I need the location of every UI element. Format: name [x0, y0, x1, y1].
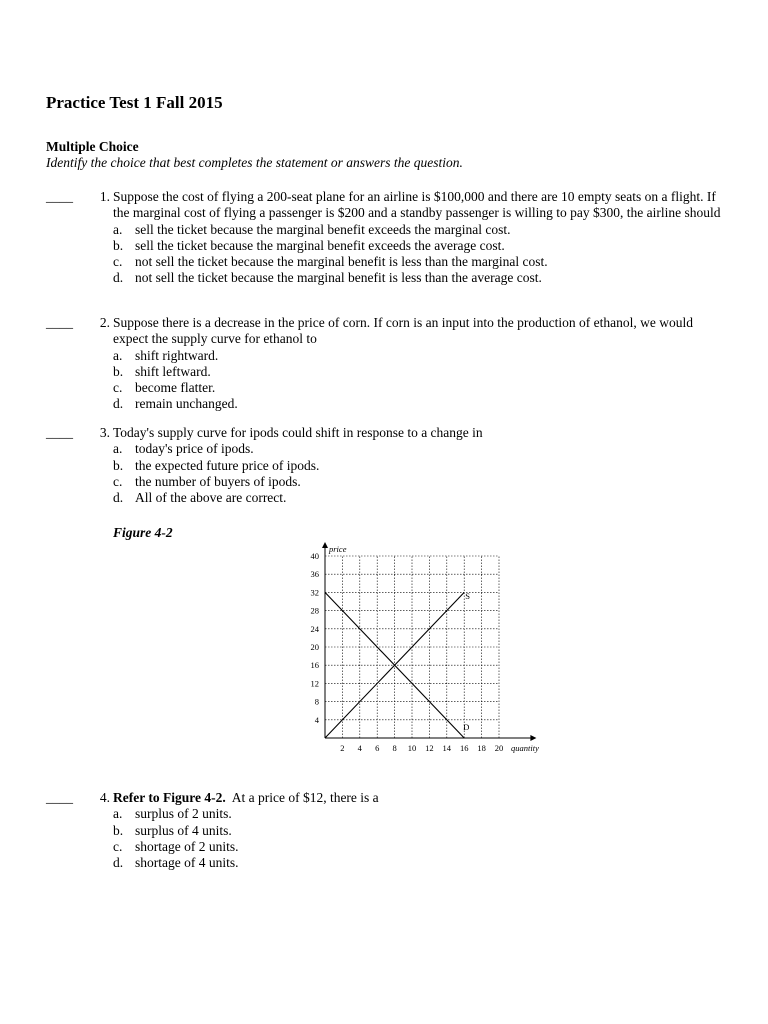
- choice-c[interactable]: [113, 839, 726, 855]
- section-instructions: Identify the choice that best completes the statement or answers the question.: [46, 155, 463, 170]
- question-stem: [113, 425, 726, 441]
- y-tick-label: 36: [310, 569, 319, 580]
- y-tick-label: 28: [310, 605, 319, 616]
- choice-list: [113, 441, 726, 506]
- x-tick-label: 14: [442, 743, 452, 753]
- choice-text: not sell the ticket because the marginal benefit is less than the marginal cost.: [135, 254, 548, 270]
- answer-blank[interactable]: ____: [46, 425, 73, 440]
- x-axis-arrow: [530, 735, 536, 741]
- y-tick-label: 40: [310, 551, 319, 561]
- question-number: 2.: [99, 315, 110, 330]
- y-tick-label: 12: [310, 678, 319, 689]
- choice-letter: c.: [113, 380, 123, 396]
- choice-b[interactable]: [113, 364, 726, 380]
- choice-letter: b.: [113, 822, 124, 838]
- y-tick-label: 4: [314, 714, 319, 725]
- choice-d[interactable]: [113, 270, 726, 286]
- choice-b[interactable]: [113, 458, 726, 474]
- answer-blank[interactable]: ____: [46, 790, 73, 805]
- answer-blank[interactable]: ____: [46, 315, 73, 330]
- choice-letter: c.: [113, 254, 123, 270]
- choice-list: [113, 222, 726, 287]
- question-stem-text: At a price of $12, there is a: [225, 790, 379, 805]
- x-axis-label: quantity: [511, 743, 539, 753]
- choice-c[interactable]: [113, 474, 726, 490]
- x-tick-label: 16: [459, 743, 469, 753]
- choice-text: shift leftward.: [135, 363, 211, 379]
- choice-letter: c.: [113, 838, 123, 854]
- y-tick-label: 32: [310, 587, 319, 598]
- x-tick-label: 12: [425, 743, 434, 753]
- question-4: [46, 790, 726, 871]
- x-tick-label: 2: [340, 743, 345, 753]
- y-tick-label: 24: [310, 623, 319, 634]
- supply-demand-chart: [300, 530, 560, 765]
- y-tick-label: 20: [310, 642, 319, 652]
- choice-text: shortage of 4 units.: [135, 855, 239, 871]
- choice-letter: a.: [113, 441, 123, 457]
- choice-letter: b.: [113, 457, 124, 473]
- choice-d[interactable]: [113, 396, 726, 412]
- question-stem: [113, 189, 726, 222]
- question-number: 4.: [99, 790, 110, 805]
- choice-text: today's price of ipods.: [135, 441, 254, 457]
- choice-letter: b.: [113, 237, 124, 253]
- x-tick-label: 8: [392, 743, 397, 753]
- choice-text: shift rightward.: [135, 347, 219, 363]
- choice-letter: d.: [113, 396, 124, 412]
- choice-text: the number of buyers of ipods.: [135, 473, 301, 489]
- choice-text: sell the ticket because the marginal benefit exceeds the marginal cost.: [135, 221, 511, 237]
- question-number: 3.: [99, 425, 110, 440]
- choice-b[interactable]: [113, 238, 726, 254]
- choice-d[interactable]: [113, 855, 726, 871]
- choice-d[interactable]: [113, 490, 726, 506]
- y-axis-arrow: [322, 542, 328, 548]
- choice-letter: a.: [113, 806, 123, 822]
- choice-letter: d.: [113, 855, 124, 871]
- x-tick-label: 10: [407, 743, 417, 753]
- choice-a[interactable]: [113, 441, 726, 457]
- choice-text: not sell the ticket because the marginal benefit is less than the average cost.: [135, 270, 542, 286]
- choice-text: the expected future price of ipods.: [135, 457, 320, 473]
- choice-list: [113, 806, 726, 871]
- section-heading: Multiple Choice: [46, 139, 139, 154]
- x-tick-label: 4: [357, 743, 362, 753]
- choice-letter: d.: [113, 490, 124, 506]
- choice-text: shortage of 2 units.: [135, 838, 239, 854]
- x-tick-label: 6: [375, 743, 380, 753]
- question-stem: [113, 790, 726, 806]
- question-3: [46, 425, 726, 506]
- series-label-s: S: [465, 591, 470, 602]
- question-stem: [113, 315, 726, 348]
- choice-letter: a.: [113, 221, 123, 237]
- choice-b[interactable]: [113, 823, 726, 839]
- choice-letter: b.: [113, 363, 124, 379]
- question-stem-text: Suppose there is a decrease in the price of corn. If corn is an input into the production of ethanol, we would expect the supply curve for ethanol to: [113, 315, 693, 347]
- y-tick-label: 16: [310, 660, 319, 671]
- question-stem-bold: Refer to Figure 4-2.: [113, 790, 226, 805]
- choice-text: become flatter.: [135, 380, 216, 396]
- choice-letter: c.: [113, 473, 123, 489]
- chart-series: [325, 591, 470, 738]
- choice-text: surplus of 4 units.: [135, 822, 232, 838]
- choice-c[interactable]: [113, 380, 726, 396]
- question-stem-text: Suppose the cost of flying a 200-seat plane for an airline is $100,000 and there are 10 empty seats on a flight. If the marginal cost of flying a passenger is $200 and a standby passenger is willing to pay $300, the airline should: [113, 189, 721, 221]
- page-title: Practice Test 1 Fall 2015: [46, 93, 223, 112]
- x-tick-label: 18: [477, 743, 486, 753]
- answer-blank[interactable]: ____: [46, 189, 73, 204]
- choice-text: remain unchanged.: [135, 396, 238, 412]
- choice-text: surplus of 2 units.: [135, 806, 232, 822]
- series-label-d: D: [463, 721, 470, 732]
- choice-letter: a.: [113, 347, 123, 363]
- choice-text: sell the ticket because the marginal benefit exceeds the average cost.: [135, 237, 505, 253]
- question-stem-text: Today's supply curve for ipods could shift in response to a change in: [113, 425, 483, 440]
- question-1: [46, 189, 726, 287]
- question-2: [46, 315, 726, 413]
- choice-a[interactable]: [113, 222, 726, 238]
- choice-c[interactable]: [113, 254, 726, 270]
- choice-a[interactable]: [113, 806, 726, 822]
- y-tick-label: 8: [314, 696, 319, 707]
- choice-letter: d.: [113, 270, 124, 286]
- question-number: 1.: [99, 189, 110, 204]
- choice-list: [113, 348, 726, 413]
- choice-text: All of the above are correct.: [135, 490, 287, 506]
- x-tick-label: 20: [494, 743, 504, 753]
- figure-label: Figure 4-2: [113, 525, 173, 540]
- y-axis-label: price: [329, 544, 347, 554]
- choice-a[interactable]: [113, 348, 726, 364]
